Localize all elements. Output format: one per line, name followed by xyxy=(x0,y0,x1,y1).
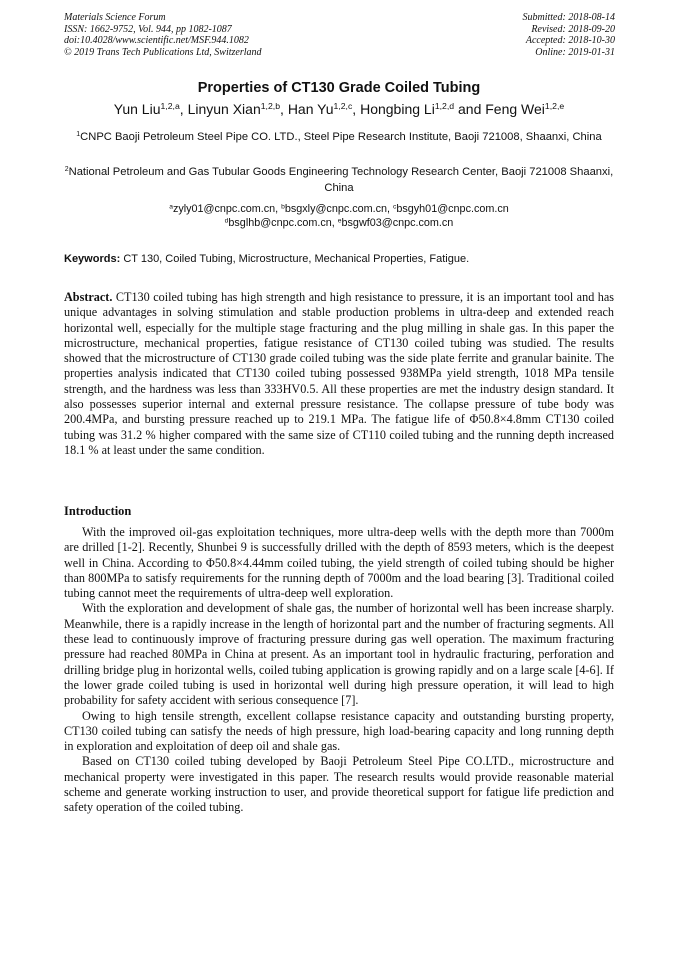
affiliation-2: $^2$National Petroleum and Gas Tubular Goods Engineering Technology Research Center, Baoji 721008 Shaanxi, China xyxy=(64,166,614,194)
journal-name: Materials Science Forum xyxy=(64,12,166,23)
keywords xyxy=(64,253,614,265)
submission-dates xyxy=(523,12,616,58)
section-heading-introduction: Introduction xyxy=(64,504,132,518)
email-link[interactable]: bsgyh01@cnpc.com.cn xyxy=(396,203,509,215)
keywords-text: CT 130, Coiled Tubing, Microstructure, Mechanical Properties, Fatigue. xyxy=(123,253,470,265)
email-link[interactable]: bsgwf03@cnpc.com.cn xyxy=(341,216,454,229)
paragraph: With the exploration and development of shale gas, the number of horizontal well has been increase sharply. Meanwhile, there is a rapidly increase in the length of horizontal part and the number of fracturing segments. All these lead to continuously improve of fracturing pressure during gas well operation. The maximum fracturing pressure had reached 80MPa in China at present. As an important tool in hydraulic fracturing, perforation and drilling bridge plug in horizontal wells, coiled tubing application is growing rapidly and on a large scale [4-6]. If the lower grade coiled tubing is used in horizontal well during high pressure operation, it will lead to high probability for safety accident with serious consequence [7]. xyxy=(64,601,614,708)
author: Yun Liu$^{1,2,a}$, xyxy=(113,101,188,117)
paragraph: Owing to high tensile strength, excellent collapse resistance capacity and outstanding bursting property, CT130 coiled tubing can satisfy the needs of high pressure, high load-bearing capacity and long running depth in exploration and exploitation of deep oil and shale gas. xyxy=(64,708,614,754)
paper-title: Properties of CT130 Grade Coiled Tubing xyxy=(197,80,481,96)
author-list xyxy=(0,101,678,117)
online-date: Online: 2019-01-31 xyxy=(535,46,615,58)
abstract-text: CT130 coiled tubing has high strength and high resistance to pressure, it is an important tool and has unique advantages in solving stimulation and stable production problems in ultra-deep and extended reach horizontal well, especially for the multiple stage fracturing and the plug milling in shale gas. In this paper the microstructure, mechanical properties, fatigue resistance of CT130 coiled tubing was studied. The results showed that the microstructure of CT130 grade coiled tubing was the side plate ferrite and granular bainite. The properties analysis indicated that CT130 coiled tubing possessed 938MPa yield strength, 1018 MPa tensile strength, and the hardness was less than 333HV0.5. All these properties are met the industry design standard. It also possesses superior internal and external pressure resistance. The collapse pressure of tube body was 200.4MPa, and bursting pressure reached up to 219.1 MPa. The fatigue life of Φ50.8×4.8mm CT130 coiled tubing was 31.2 % higher compared with the same size of CT110 coiled tubing and the running depth increased 18.1 % at least under the same condition. xyxy=(64,290,615,457)
introduction-body xyxy=(64,525,614,816)
doi-line[interactable]: doi:10.4028/www.scientific.net/MSF.944.1082 xyxy=(64,35,249,46)
paragraph: With the improved oil-gas exploitation techniques, more ultra-deep wells with the depth more than 7000m are drilled [1-2]. Recently, Shunbei 9 is successfully drilled with the depth of 8593 meters, which is the deepest well in China. According to Φ50.8×4.44mm coiled tubing, the yield strength of coiled tubing should be higher than 800MPa to satisfy requirements for the running depth of 7000m and the load bearing [3]. Traditional coiled tubing cannot meet the requirements of ultra-deep well exploration. xyxy=(64,525,614,601)
paragraph: Based on CT130 coiled tubing developed by Baoji Petroleum Steel Pipe CO.LTD., microstructure and mechanical property were investigated in this paper. The research results would provide reasonable material scheme and generate working instruction to user, and provide theoretical support for fatigue life prediction and safety operation of the coiled tubing. xyxy=(64,754,614,815)
affiliation-1: $^1$CNPC Baoji Petroleum Steel Pipe CO. LTD., Steel Pipe Research Institute, Baoji 721008, Shaanxi, China xyxy=(76,131,602,143)
submitted-date: Submitted: 2018-08-14 xyxy=(522,12,615,23)
abstract-label: Abstract. xyxy=(64,290,113,304)
author: Hongbing Li$^{1,2,d}$ and xyxy=(360,101,486,117)
abstract xyxy=(64,290,614,458)
email-link[interactable]: zyly01@cnpc.com.cn xyxy=(172,203,276,215)
email-link[interactable]: bsglhb@cnpc.com.cn xyxy=(228,216,332,229)
email-link[interactable]: bsgxly@cnpc.com.cn xyxy=(284,203,388,215)
keywords-label: Keywords: xyxy=(64,253,121,265)
author: Han Yu$^{1,2,c}$, xyxy=(287,101,361,117)
author: Linyun Xian$^{1,2,b}$, xyxy=(187,101,288,117)
revised-date: Revised: 2018-09-20 xyxy=(531,23,615,35)
author: Feng Wei$^{1,2,e}$ xyxy=(485,101,565,117)
author-emails: $^a$zyly01@cnpc.com.cn, $^b$bsgxly@cnpc.com.cn, $^c$bsgyh01@cnpc.com.cn $^d$bsglhb@cnpc.com.cn, $^e$bsgwf03@cnpc.com.cn xyxy=(169,203,509,229)
issn-line: ISSN: 1662-9752, Vol. 944, pp 1082-1087 xyxy=(64,23,232,35)
accepted-date: Accepted: 2018-10-30 xyxy=(525,35,615,46)
copyright-line: © 2019 Trans Tech Publications Ltd, Switzerland xyxy=(64,46,262,58)
journal-info xyxy=(64,12,262,58)
